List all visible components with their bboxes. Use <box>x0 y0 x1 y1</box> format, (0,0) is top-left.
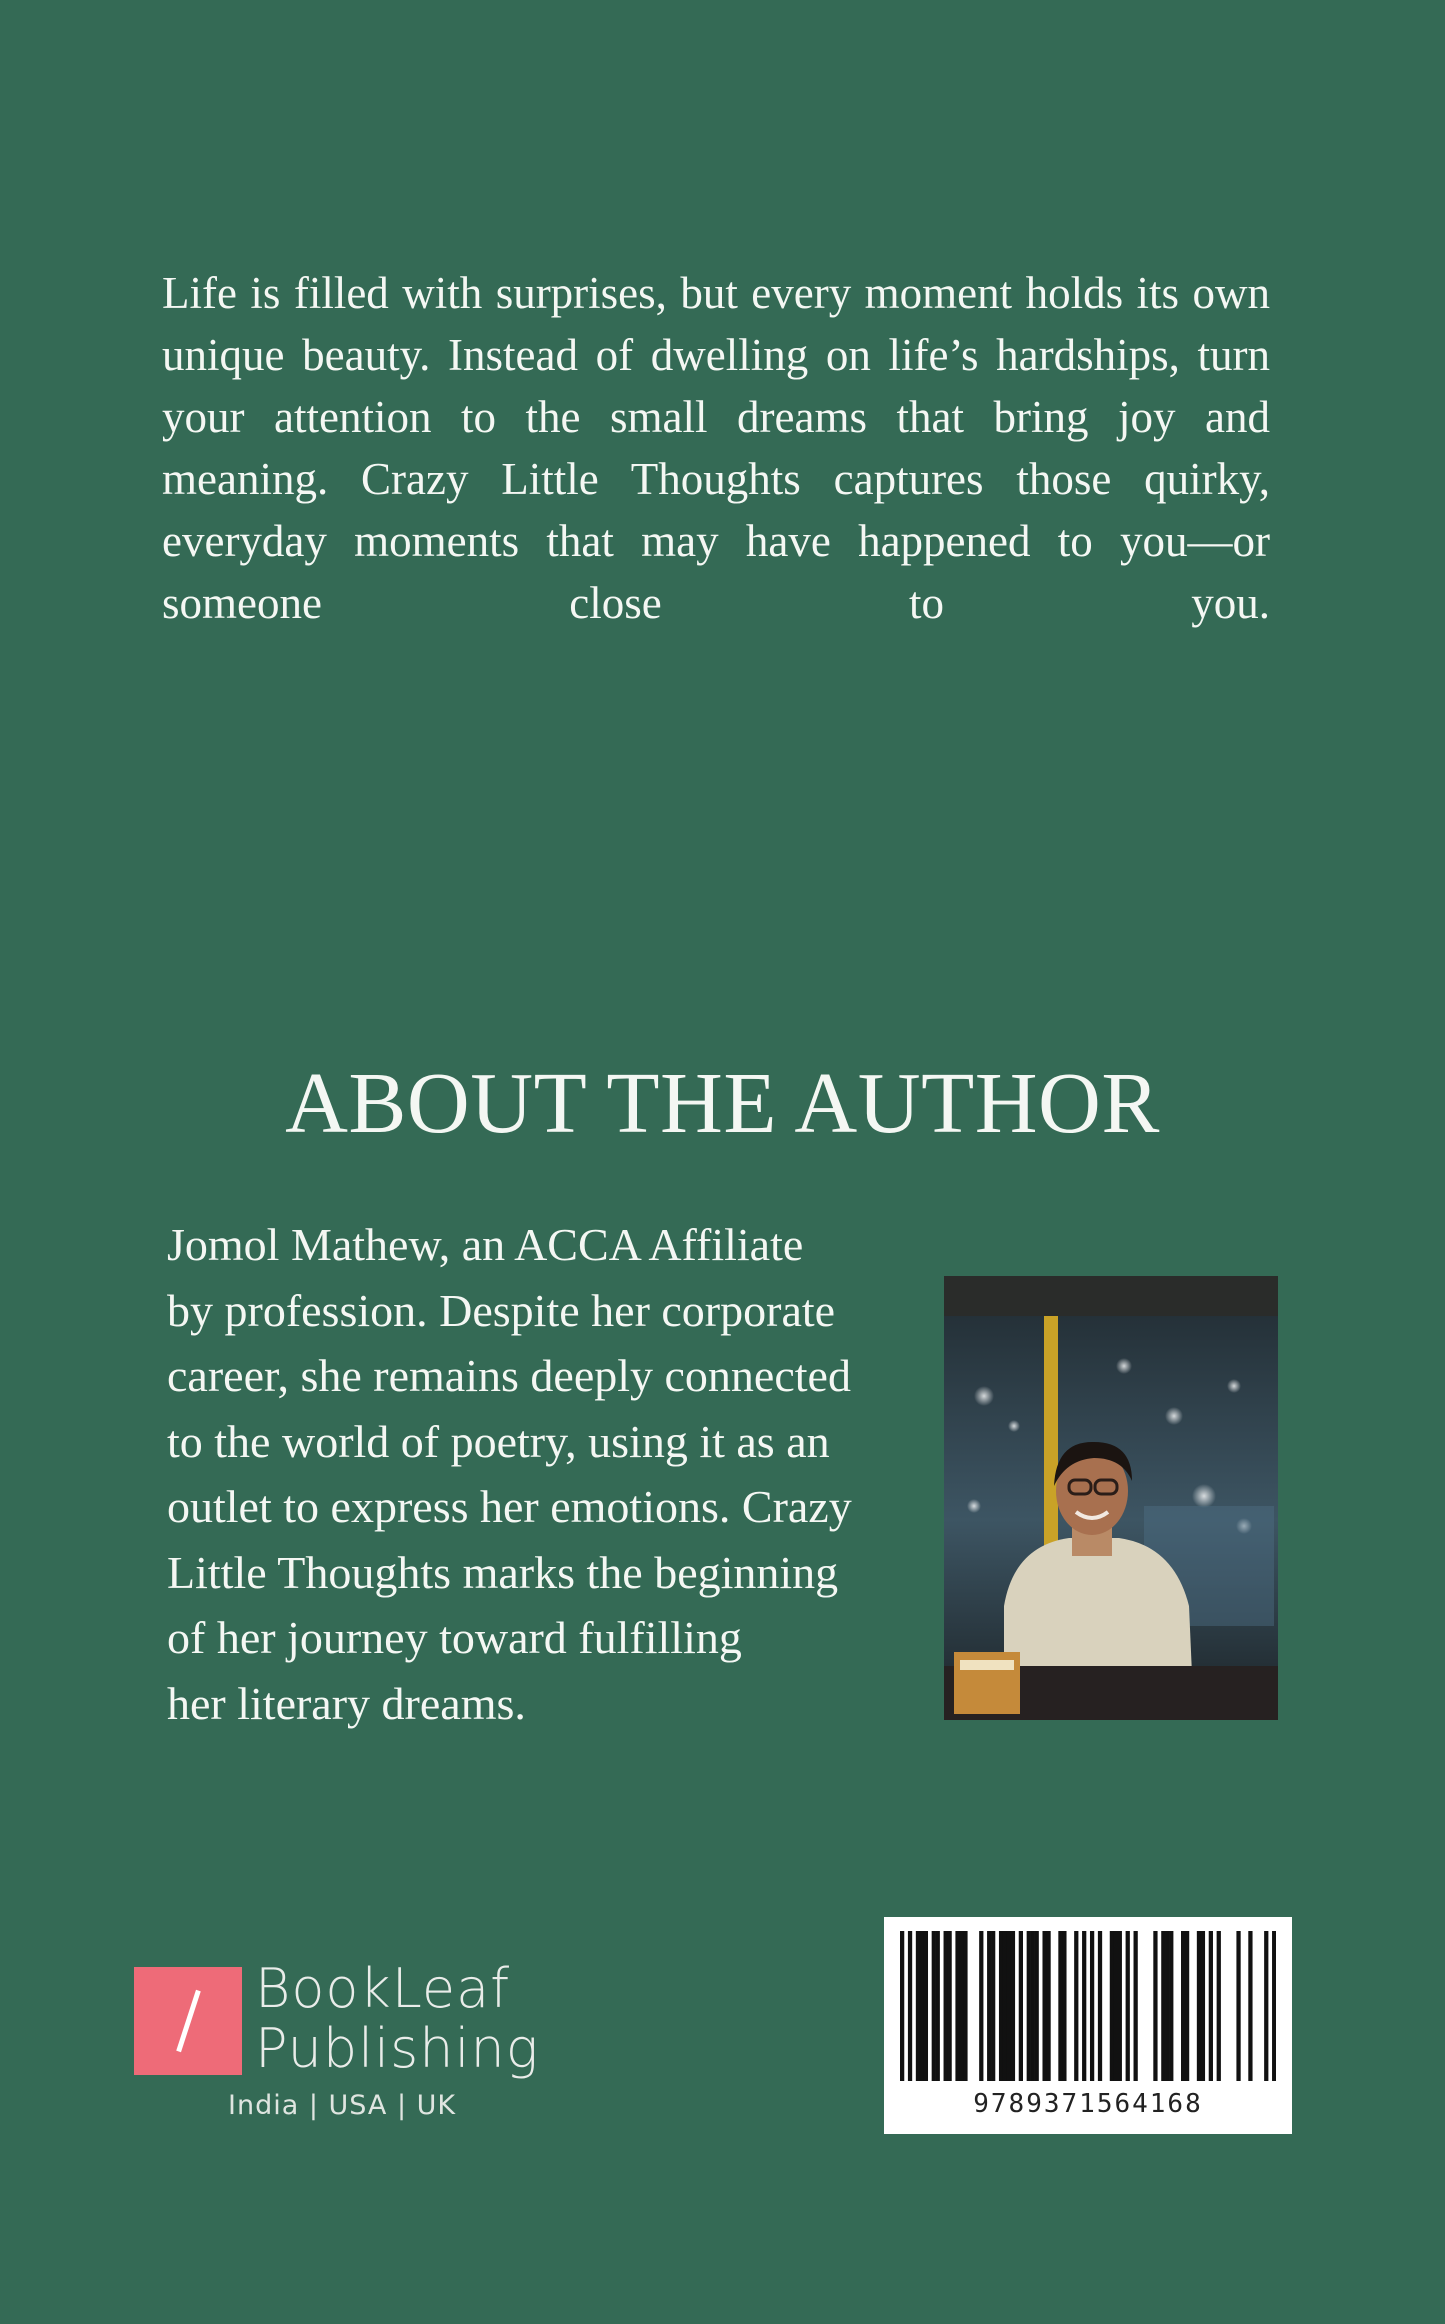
barcode-bar <box>1169 1931 1173 2081</box>
barcode-bar <box>1217 1931 1221 2081</box>
publisher-name-line2: Publishing <box>255 2017 540 2080</box>
isbn-number: 9789371564168 <box>973 2089 1203 2119</box>
barcode-bar <box>1153 1931 1157 2081</box>
barcode-bar <box>1031 1931 1035 2081</box>
publisher-name <box>255 1959 539 2079</box>
barcode-bar <box>1046 1931 1050 2081</box>
barcode-bar <box>1185 1931 1189 2081</box>
barcode-bar <box>1027 1931 1031 2081</box>
barcode-bar <box>1011 1931 1015 2081</box>
barcode-bar <box>963 1931 967 2081</box>
barcode-bar <box>1118 1931 1122 2081</box>
barcode-bar <box>955 1931 959 2081</box>
barcode-bar <box>1003 1931 1007 2081</box>
bio-line: her literary dreams. <box>167 1677 526 1729</box>
barcode-bar <box>932 1931 936 2081</box>
barcode-bar <box>944 1931 948 2081</box>
barcode-bar <box>979 1931 983 2081</box>
about-the-author-heading: ABOUT THE AUTHOR <box>285 1054 1160 1151</box>
barcode-bar <box>1126 1931 1130 2081</box>
barcode-bar <box>1082 1931 1086 2081</box>
barcode-bar <box>1035 1931 1039 2081</box>
barcode-bar <box>924 1931 928 2081</box>
barcode-bar <box>1209 1931 1213 2081</box>
publisher-regions: India | USA | UK <box>228 2090 457 2121</box>
barcode-bar <box>1134 1931 1138 2081</box>
publisher-logo <box>134 1959 554 2134</box>
barcode-bar <box>1074 1931 1078 2081</box>
barcode-bar <box>999 1931 1003 2081</box>
bio-line: of her journey toward fulfilling <box>167 1612 742 1663</box>
barcode-bar <box>1264 1931 1268 2081</box>
barcode-bar <box>947 1931 951 2081</box>
bio-line: Little Thoughts marks the beginning <box>167 1546 839 1598</box>
barcode-bar <box>900 1931 904 2081</box>
barcode-bar <box>936 1931 940 2081</box>
barcode-bar <box>1058 1931 1062 2081</box>
bio-line: by profession. Despite her corporate <box>167 1284 836 1336</box>
bio-line: Jomol Mathew, an ACCA Affiliate <box>167 1219 804 1270</box>
author-photo <box>944 1276 1278 1720</box>
barcode-bar <box>959 1931 963 2081</box>
barcode-bar <box>1007 1931 1011 2081</box>
bio-line: outlet to express her emotions. Crazy <box>167 1481 852 1532</box>
bio-line: career, she remains deeply connected <box>167 1350 851 1401</box>
publisher-name-line1: BookLeaf <box>255 1957 511 2020</box>
barcode-bar <box>1272 1931 1276 2081</box>
barcode-bar <box>908 1931 912 2081</box>
isbn-barcode <box>884 1917 1292 2134</box>
barcode-bar <box>1181 1931 1185 2081</box>
barcode-bars <box>900 1931 1276 2089</box>
barcode-bar <box>1042 1931 1046 2081</box>
barcode-bar <box>1110 1931 1114 2081</box>
barcode-bar <box>1248 1931 1252 2081</box>
barcode-bar <box>1201 1931 1205 2081</box>
barcode-bar <box>1098 1931 1102 2081</box>
barcode-bar <box>1090 1931 1094 2081</box>
barcode-bar <box>916 1931 920 2081</box>
author-bio <box>167 1212 927 1736</box>
barcode-bar <box>1062 1931 1066 2081</box>
barcode-bar <box>1019 1931 1023 2081</box>
barcode-bar <box>1236 1931 1240 2081</box>
barcode-bar <box>1165 1931 1169 2081</box>
barcode-bar <box>920 1931 924 2081</box>
barcode-bar <box>987 1931 991 2081</box>
barcode-bar <box>1161 1931 1165 2081</box>
slash-logo-icon <box>134 1967 242 2075</box>
barcode-bar <box>1197 1931 1201 2081</box>
back-cover-blurb: Life is filled with surprises, but every moment holds its own unique beauty. Instead of dwelling on life’s hardships, turn your attention to the small dreams that bring joy and meaning. Crazy Little Thoughts captures those quirky, everyday moments that may have happened to you—or someone close to you. <box>162 268 1270 628</box>
bio-line: to the world of poetry, using it as an <box>167 1415 830 1467</box>
barcode-bar <box>991 1931 995 2081</box>
barcode-bar <box>1114 1931 1118 2081</box>
